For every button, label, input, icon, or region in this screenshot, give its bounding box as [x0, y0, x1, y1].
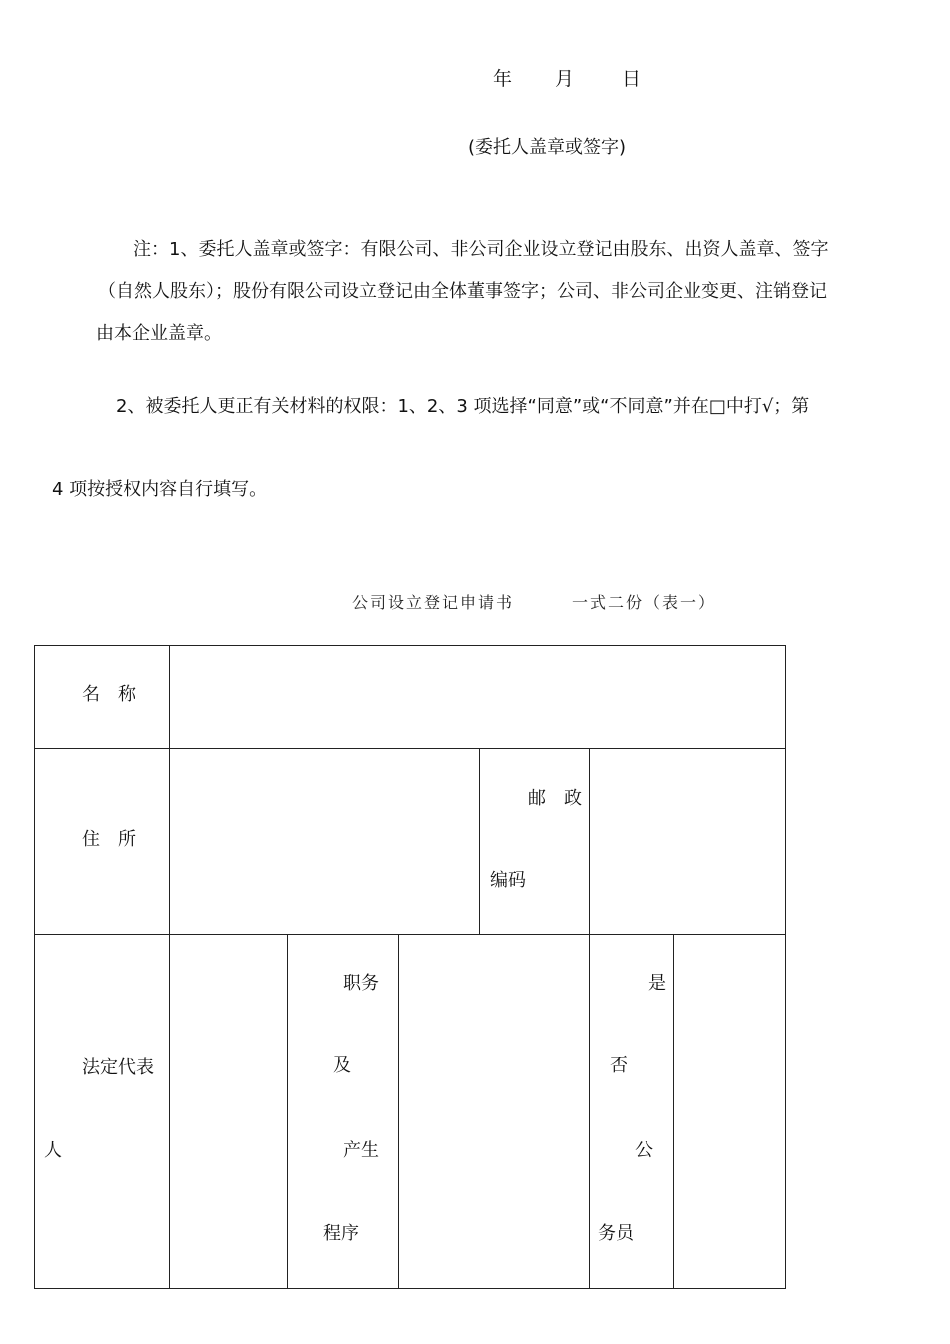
postal-label-part-2: 编码 — [490, 870, 526, 891]
postal-label-part-1: 邮 政 — [528, 788, 582, 809]
position-label-part-1: 职务 — [343, 973, 379, 994]
row-address — [35, 749, 786, 935]
note-2-line-1: 2、被委托人更正有关材料的权限：1、2、3 项选择“同意”或“不同意”并在□中打√；第 — [116, 396, 810, 417]
civil-servant-label-part-4: 务员 — [598, 1223, 634, 1244]
legal-rep-value-cell[interactable] — [170, 935, 288, 1289]
civil-servant-value-cell[interactable] — [674, 935, 786, 1289]
legal-rep-label-cell — [35, 935, 170, 1289]
address-value-cell[interactable] — [170, 749, 480, 935]
note-1-line-3: 由本企业盖章。 — [96, 323, 222, 344]
note-2-line-2: 4 项按授权内容自行填写。 — [52, 479, 268, 500]
date-month-label: 月 — [555, 68, 575, 90]
note-1-line-2: （自然人股东）；股份有限公司设立登记由全体董事签字；公司、非公司企业变更、注销登记 — [98, 281, 827, 302]
legal-rep-label-part-1: 法定代表 — [82, 1057, 154, 1078]
civil-servant-label-part-2: 否 — [610, 1055, 628, 1076]
position-label-cell — [288, 935, 399, 1289]
civil-servant-label-cell — [590, 935, 674, 1289]
date-year-label: 年 — [493, 68, 513, 90]
name-label-cell — [35, 646, 170, 749]
position-value-cell[interactable] — [399, 935, 590, 1289]
date-day-label: 日 — [622, 68, 642, 90]
civil-servant-label-part-1: 是 — [648, 973, 666, 994]
address-label: 住 所 — [82, 829, 136, 850]
name-value-cell[interactable] — [170, 646, 786, 749]
row-company-name — [35, 646, 786, 749]
position-label-part-2: 及 — [333, 1055, 351, 1076]
legal-rep-label-part-2: 人 — [44, 1140, 62, 1161]
note-1-line-1: 注：1、委托人盖章或签字：有限公司、非公司企业设立登记由股东、出资人盖章、签字 — [133, 239, 829, 260]
postal-label-cell — [480, 749, 590, 935]
form-copies-label: 一式二份（表一） — [572, 593, 717, 612]
registration-form-table — [34, 645, 786, 1289]
position-label-part-4: 程序 — [323, 1223, 359, 1244]
postal-value-cell[interactable] — [590, 749, 786, 935]
form-title: 公司设立登记申请书 — [352, 593, 515, 612]
signature-caption: (委托人盖章或签字) — [468, 137, 627, 158]
row-legal-representative — [35, 935, 786, 1289]
civil-servant-label-part-3: 公 — [635, 1140, 653, 1161]
address-label-cell — [35, 749, 170, 935]
name-label: 名 称 — [82, 684, 136, 705]
position-label-part-3: 产生 — [343, 1140, 379, 1161]
